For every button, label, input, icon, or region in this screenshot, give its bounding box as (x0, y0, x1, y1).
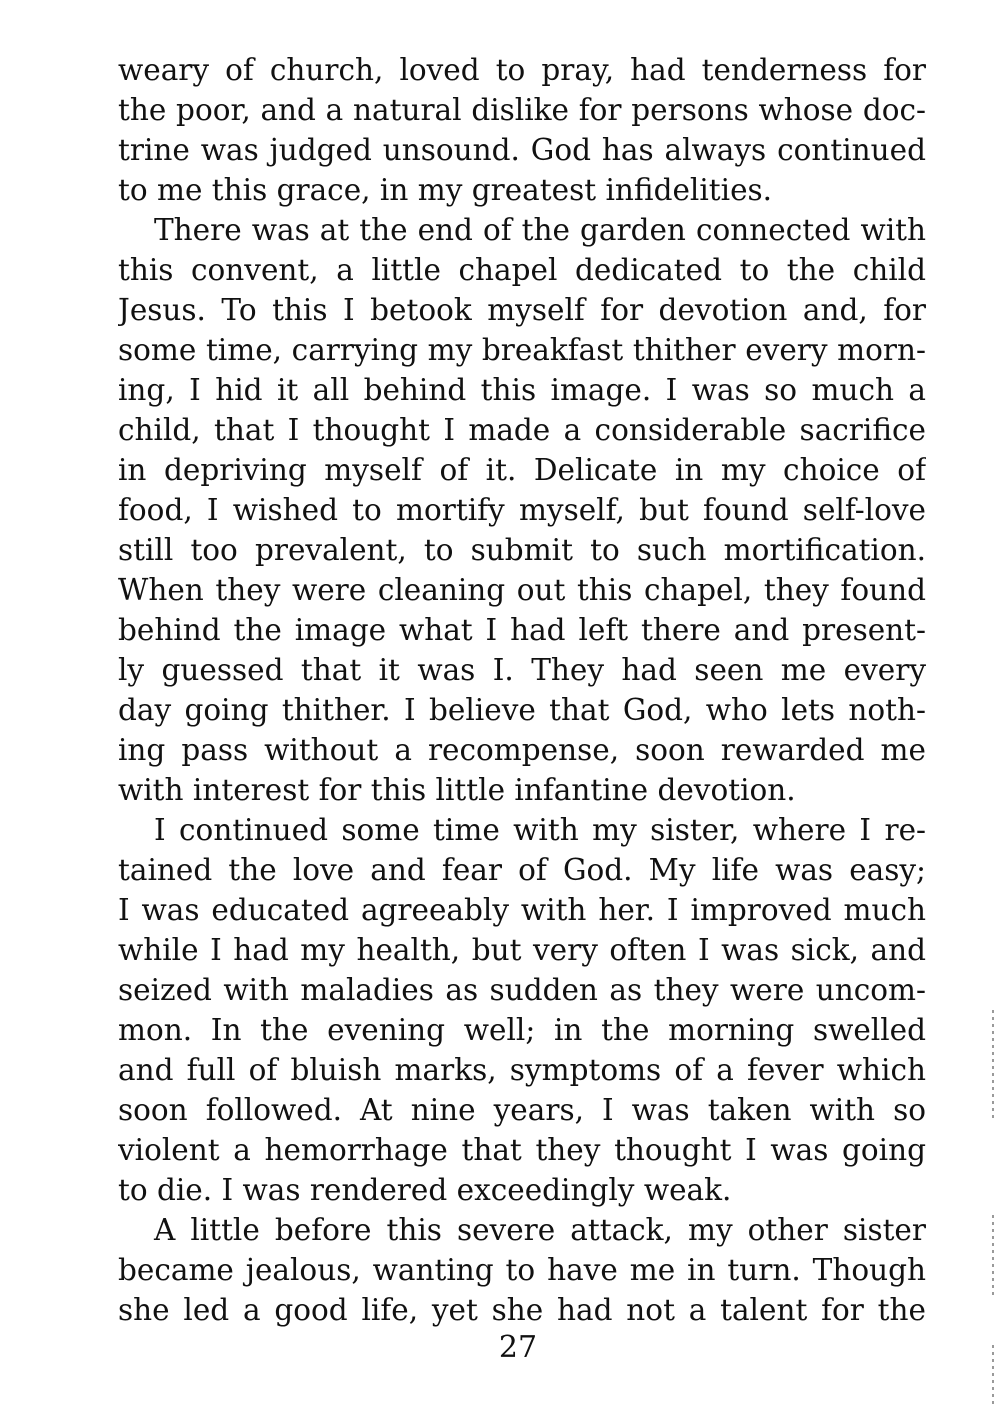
text-line: mon. In the evening well; in the morning swelled (118, 1013, 926, 1047)
text-line: and full of bluish marks, symptoms of a fever which (118, 1053, 926, 1087)
text-line: violent a hemorrhage that they thought I was going (118, 1133, 926, 1167)
scan-edge-mark (992, 1345, 994, 1405)
text-line: weary of church, loved to pray, had tenderness for (118, 53, 926, 87)
text-line: ing pass without a recompense, soon rewarded me (118, 733, 926, 767)
scan-edge-mark (992, 1010, 994, 1120)
text-line: food, I wished to mortify myself, but found self-love (118, 493, 926, 527)
text-line: I was educated agreeably with her. I improved much (118, 893, 926, 927)
page-number: 27 (498, 1330, 538, 1365)
text-line: child, that I thought I made a considerable sacrifice (118, 413, 926, 447)
text-line: I continued some time with my sister, where I re- (154, 813, 926, 847)
text-line: still too prevalent, to submit to such mortification. (118, 533, 926, 567)
text-line: became jealous, wanting to have me in turn. Though (118, 1253, 926, 1287)
text-line: There was at the end of the garden connected with (154, 213, 926, 247)
text-line: she led a good life, yet she had not a talent for the (118, 1293, 926, 1327)
text-line: with interest for this little infantine devotion. (118, 773, 796, 807)
text-line: some time, carrying my breakfast thither every morn- (118, 333, 926, 367)
text-line: while I had my health, but very often I was sick, and (118, 933, 926, 967)
text-line: seized with maladies as sudden as they were uncom- (118, 973, 926, 1007)
text-line: trine was judged unsound. God has always continued (118, 133, 926, 167)
text-line: in depriving myself of it. Delicate in my choice of (118, 453, 926, 487)
text-line: to die. I was rendered exceedingly weak. (118, 1173, 732, 1207)
text-line: behind the image what I had left there and present- (118, 613, 926, 647)
text-line: the poor, and a natural dislike for persons whose doc- (118, 93, 926, 127)
text-line: ing, I hid it all behind this image. I was so much a (118, 373, 926, 407)
text-line: to me this grace, in my greatest infidelities. (118, 173, 773, 207)
text-line: When they were cleaning out this chapel, they found (118, 573, 926, 607)
text-line: this convent, a little chapel dedicated to the child (118, 253, 926, 287)
scan-edge-mark (992, 1215, 994, 1295)
text-line: day going thither. I believe that God, who lets noth- (118, 693, 926, 727)
text-line: tained the love and fear of God. My life was easy; (118, 853, 926, 887)
text-line: A little before this severe attack, my other sister (154, 1213, 926, 1247)
body-text (118, 50, 926, 1330)
text-line: Jesus. To this I betook myself for devotion and, for (118, 293, 926, 327)
text-line: ly guessed that it was I. They had seen me every (118, 653, 926, 687)
text-line: soon followed. At nine years, I was taken with so (118, 1093, 926, 1127)
